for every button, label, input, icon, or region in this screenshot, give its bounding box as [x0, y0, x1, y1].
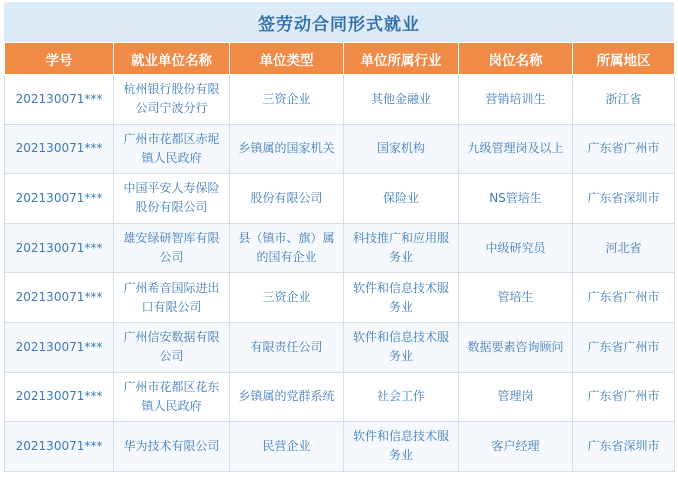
table-row	[5, 422, 675, 472]
cell-region: 广东省广州市	[573, 273, 675, 323]
header-student-id: 学号	[5, 43, 114, 75]
cell-region: 浙江省	[573, 75, 675, 125]
cell-student-id: 202130071***	[5, 273, 114, 323]
cell-student-id: 202130071***	[5, 372, 114, 422]
header-position: 岗位名称	[459, 43, 573, 75]
cell-region: 广东省深圳市	[573, 422, 675, 472]
cell-student-id: 202130071***	[5, 174, 114, 224]
cell-position: 客户经理	[459, 422, 573, 472]
table-title: 签劳动合同形式就业	[4, 2, 674, 42]
cell-industry: 其他金融业	[344, 75, 459, 125]
header-employer-type: 单位类型	[230, 43, 344, 75]
cell-employer-name: 雄安绿研智库有限公司	[114, 223, 230, 273]
cell-region: 河北省	[573, 223, 675, 273]
cell-employer-type: 乡镇属的党群系统	[230, 372, 344, 422]
cell-employer-type: 三资企业	[230, 273, 344, 323]
cell-position: 中级研究员	[459, 223, 573, 273]
cell-student-id: 202130071***	[5, 75, 114, 125]
header-industry: 单位所属行业	[344, 43, 459, 75]
cell-employer-name: 杭州银行股份有限公司宁波分行	[114, 75, 230, 125]
cell-position: 营销培训生	[459, 75, 573, 125]
cell-region: 广东省广州市	[573, 372, 675, 422]
cell-employer-type: 三资企业	[230, 75, 344, 125]
table-row	[5, 322, 675, 372]
cell-student-id: 202130071***	[5, 422, 114, 472]
cell-industry: 科技推广和应用服务业	[344, 223, 459, 273]
cell-student-id: 202130071***	[5, 223, 114, 273]
cell-employer-name: 华为技术有限公司	[114, 422, 230, 472]
cell-employer-name: 中国平安人寿保险股份有限公司	[114, 174, 230, 224]
cell-industry: 软件和信息技术服务业	[344, 422, 459, 472]
cell-position: NS管培生	[459, 174, 573, 224]
cell-student-id: 202130071***	[5, 322, 114, 372]
cell-employer-name: 广州市花都区花东镇人民政府	[114, 372, 230, 422]
cell-industry: 软件和信息技术服务业	[344, 322, 459, 372]
table-row	[5, 223, 675, 273]
cell-student-id: 202130071***	[5, 124, 114, 174]
table-row	[5, 372, 675, 422]
cell-industry: 保险业	[344, 174, 459, 224]
cell-employer-type: 县（镇市、旗）属的国有企业	[230, 223, 344, 273]
cell-employer-name: 广州希音国际进出口有限公司	[114, 273, 230, 323]
cell-employer-type: 股份有限公司	[230, 174, 344, 224]
table-row	[5, 273, 675, 323]
header-row	[5, 43, 675, 75]
header-region: 所属地区	[573, 43, 675, 75]
cell-industry: 社会工作	[344, 372, 459, 422]
cell-employer-name: 广州市花都区赤坭镇人民政府	[114, 124, 230, 174]
cell-position: 管理岗	[459, 372, 573, 422]
cell-employer-type: 民营企业	[230, 422, 344, 472]
cell-position: 九级管理岗及以上	[459, 124, 573, 174]
table-row	[5, 174, 675, 224]
cell-region: 广东省广州市	[573, 322, 675, 372]
table-row	[5, 75, 675, 125]
cell-position: 数据要素咨询顾问	[459, 322, 573, 372]
employment-table	[4, 42, 675, 472]
cell-employer-type: 乡镇属的国家机关	[230, 124, 344, 174]
cell-industry: 国家机构	[344, 124, 459, 174]
table-row	[5, 124, 675, 174]
cell-industry: 软件和信息技术服务业	[344, 273, 459, 323]
cell-position: 管培生	[459, 273, 573, 323]
cell-employer-type: 有限责任公司	[230, 322, 344, 372]
header-employer-name: 就业单位名称	[114, 43, 230, 75]
cell-employer-name: 广州信安数据有限公司	[114, 322, 230, 372]
cell-region: 广东省广州市	[573, 124, 675, 174]
cell-region: 广东省深圳市	[573, 174, 675, 224]
